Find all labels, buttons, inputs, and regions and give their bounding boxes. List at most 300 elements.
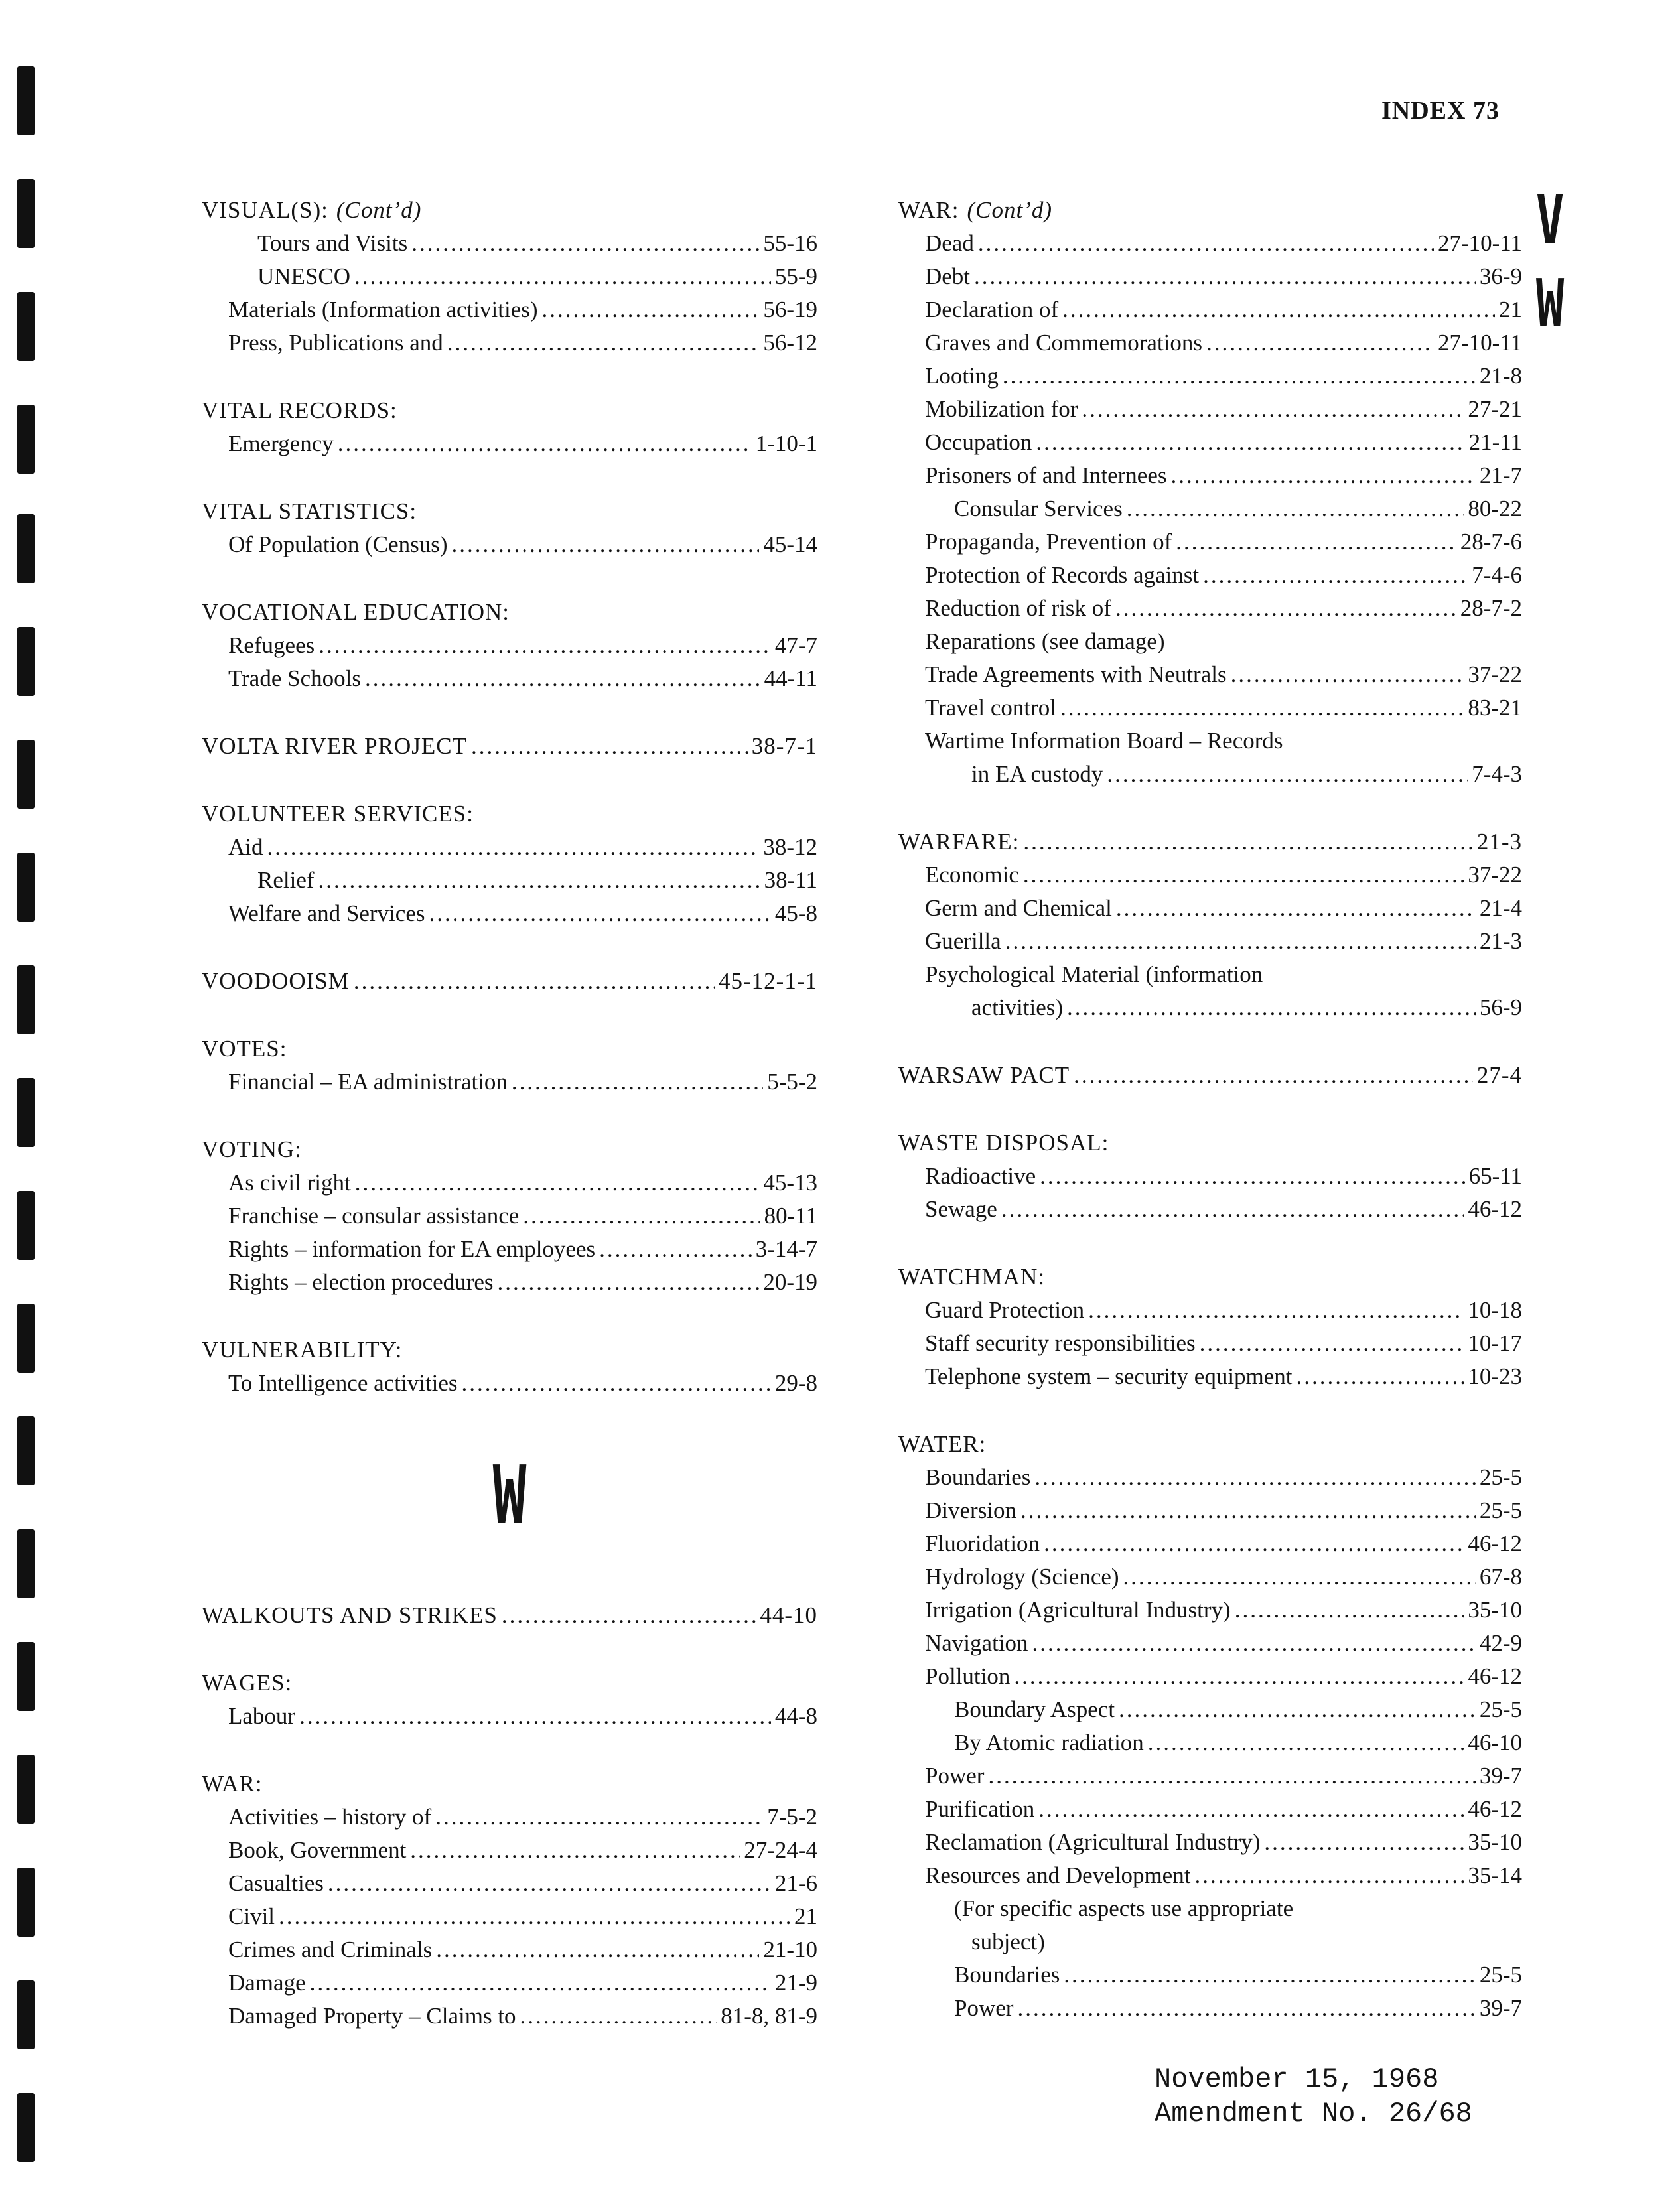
index-heading <box>202 1767 817 1801</box>
index-page-ref: 21-7 <box>1479 462 1522 488</box>
index-page-ref: 45-12-1-1 <box>719 968 817 994</box>
leader-dots <box>1001 1193 1464 1226</box>
index-entry-label: Consular Services <box>954 496 1123 521</box>
leader-dots <box>1123 1560 1476 1594</box>
index-page-ref: 80-22 <box>1468 496 1522 521</box>
index-column-right <box>898 194 1522 2059</box>
index-entry-label: Debt <box>925 263 971 289</box>
binder-mark <box>17 405 35 474</box>
index-entry <box>202 897 817 930</box>
index-entry <box>898 1560 1522 1594</box>
index-entry-label: Civil <box>228 1903 275 1929</box>
index-heading-label: WARSAW PACT <box>898 1062 1070 1088</box>
index-entry <box>202 629 817 662</box>
index-page-ref: 46-12 <box>1468 1663 1522 1689</box>
index-entry <box>898 1826 1522 1859</box>
index-section <box>202 495 817 561</box>
index-entry <box>898 1793 1522 1826</box>
index-entry <box>898 1527 1522 1560</box>
index-entry-label: By Atomic radiation <box>954 1730 1144 1755</box>
index-entry <box>898 1726 1522 1759</box>
index-section <box>202 1032 817 1099</box>
index-entry-label: Refugees <box>228 632 315 658</box>
index-heading <box>202 797 817 831</box>
index-entry-label: Damage <box>228 1970 306 1996</box>
index-page-ref: 20-19 <box>763 1269 817 1295</box>
index-heading <box>898 1261 1522 1294</box>
index-entry-label: Hydrology (Science) <box>925 1564 1119 1590</box>
index-page-ref: 25-5 <box>1479 1464 1522 1490</box>
binder-mark <box>17 965 35 1034</box>
leader-dots <box>461 1367 770 1400</box>
index-entry-label: Fluoridation <box>925 1531 1040 1556</box>
leader-dots <box>1115 592 1456 625</box>
leader-dots <box>520 2000 717 2033</box>
index-page-ref: 27-10-11 <box>1437 230 1522 256</box>
leader-dots <box>1231 658 1464 691</box>
index-entry <box>898 1627 1522 1660</box>
index-entry-label: Power <box>954 1995 1014 2021</box>
index-entry-label: Rights – information for EA employees <box>228 1236 596 1262</box>
leader-dots <box>1060 691 1464 724</box>
index-entry-label: Telephone system – security equipment <box>925 1363 1293 1389</box>
index-heading-label: WATER: <box>898 1431 987 1457</box>
index-page-ref: 47-7 <box>774 632 817 658</box>
index-page-ref: 21-8 <box>1479 363 1522 389</box>
binder-mark <box>17 514 35 583</box>
index-entry <box>202 1200 817 1233</box>
index-page-ref: 44-8 <box>774 1703 817 1729</box>
binder-mark <box>17 1529 35 1598</box>
binder-mark <box>17 2093 35 2162</box>
index-entry <box>898 658 1522 691</box>
leader-dots <box>1023 825 1472 858</box>
leader-dots <box>1203 559 1468 592</box>
index-heading <box>202 194 817 227</box>
index-heading-label: VITAL RECORDS: <box>202 397 397 423</box>
leader-dots <box>1064 1958 1475 1992</box>
index-page-ref: 44-11 <box>764 665 817 691</box>
leader-dots <box>355 1166 760 1200</box>
index-entry-label: Book, Government <box>228 1837 407 1863</box>
leader-dots <box>599 1233 752 1266</box>
index-page-ref: 25-5 <box>1479 1696 1522 1722</box>
index-section <box>202 596 817 695</box>
index-heading <box>202 730 817 763</box>
index-entry <box>898 293 1522 326</box>
index-page-ref: 21 <box>1499 297 1522 322</box>
index-entry-label: Materials (Information activities) <box>228 297 538 322</box>
index-heading-label: WALKOUTS AND STRIKES <box>202 1602 498 1628</box>
binder-mark <box>17 66 35 135</box>
index-entry <box>202 260 817 293</box>
index-heading <box>898 194 1522 227</box>
index-entry <box>202 1834 817 1867</box>
index-page-ref: 1-10-1 <box>755 431 817 456</box>
index-section <box>202 1599 817 1632</box>
index-page-ref: 10-17 <box>1468 1330 1522 1356</box>
index-w-continued-entries <box>898 194 1522 2025</box>
index-entry-label: Graves and Commemorations <box>925 330 1202 356</box>
index-entry <box>898 1461 1522 1494</box>
binder-mark <box>17 1191 35 1260</box>
index-section <box>898 1059 1522 1092</box>
index-page-ref: 55-16 <box>763 230 817 256</box>
index-entry <box>898 724 1522 758</box>
binder-mark <box>17 1868 35 1937</box>
index-entry <box>898 1958 1522 1992</box>
index-section <box>202 965 817 998</box>
index-section <box>202 797 817 930</box>
index-entry-label: Trade Schools <box>228 665 361 691</box>
leader-dots <box>1036 426 1464 459</box>
index-page-ref: 56-12 <box>763 330 817 356</box>
page-footer <box>1155 2062 1472 2131</box>
index-entry <box>898 991 1522 1024</box>
index-entry <box>898 227 1522 260</box>
index-entry <box>898 1193 1522 1226</box>
index-page-ref: 45-14 <box>763 531 817 557</box>
index-heading-label: WARFARE: <box>898 829 1020 855</box>
leader-dots <box>988 1759 1475 1793</box>
index-page-ref: 38-7-1 <box>751 733 817 759</box>
continued-marker: (Cont’d) <box>336 197 422 223</box>
leader-dots <box>1067 991 1476 1024</box>
leader-dots <box>1148 1726 1464 1759</box>
index-entry-label: Psychological Material (information <box>925 961 1263 987</box>
leader-dots <box>497 1266 759 1299</box>
index-entry <box>898 691 1522 724</box>
index-entry <box>898 1327 1522 1360</box>
index-v-entries <box>202 194 817 1400</box>
index-entry <box>202 293 817 326</box>
leader-dots <box>978 227 1434 260</box>
index-entry <box>202 864 817 897</box>
index-heading-label: WAGES: <box>202 1670 293 1696</box>
index-page-ref: 56-9 <box>1479 994 1522 1020</box>
index-entry <box>202 427 817 460</box>
leader-dots <box>1032 1627 1476 1660</box>
index-entry-label: Franchise – consular assistance <box>228 1203 520 1229</box>
index-page-ref: 21 <box>794 1903 817 1929</box>
index-entry-label: Staff security responsibilities <box>925 1330 1196 1356</box>
index-page-ref: 21-3 <box>1479 928 1522 954</box>
index-page-ref: 80-11 <box>764 1203 817 1229</box>
index-entry <box>898 958 1522 991</box>
index-heading-label: WATCHMAN: <box>898 1264 1045 1290</box>
index-heading-label: VOTING: <box>202 1136 302 1162</box>
binder-mark <box>17 1755 35 1824</box>
index-entry <box>202 1266 817 1299</box>
index-entry <box>202 2000 817 2033</box>
index-section <box>898 1127 1522 1226</box>
index-entry-label: Guard Protection <box>925 1297 1085 1323</box>
index-entry <box>898 625 1522 658</box>
index-entry-label: Sewage <box>925 1196 997 1222</box>
index-entry-label: As civil right <box>228 1170 351 1196</box>
leader-dots <box>974 260 1476 293</box>
index-page-ref: 35-14 <box>1468 1862 1522 1888</box>
leader-dots <box>1044 1527 1464 1560</box>
leader-dots <box>267 831 760 864</box>
index-entry-label: Germ and Chemical <box>925 895 1112 921</box>
index-entry <box>898 492 1522 525</box>
index-heading-label: VOODOOISM <box>202 968 350 994</box>
index-entry-label: Press, Publications and <box>228 330 443 356</box>
index-entry-label: Tours and Visits <box>257 230 408 256</box>
index-heading <box>202 394 817 427</box>
index-entry <box>898 459 1522 492</box>
index-section <box>898 1261 1522 1393</box>
leader-dots <box>1005 925 1476 958</box>
index-entry-label: Dead <box>925 230 974 256</box>
leader-dots <box>310 1966 771 2000</box>
index-page-ref: 46-12 <box>1468 1531 1522 1556</box>
index-entry <box>898 525 1522 559</box>
index-entry <box>898 1294 1522 1327</box>
index-heading <box>202 1133 817 1166</box>
leader-dots <box>512 1065 763 1099</box>
index-page-ref: 55-9 <box>774 263 817 289</box>
index-entry <box>202 1801 817 1834</box>
page-title: INDEX 73 <box>1381 97 1500 125</box>
index-heading <box>202 1599 817 1632</box>
leader-dots <box>1082 393 1464 426</box>
index-entry-label: Welfare and Services <box>228 900 425 926</box>
index-heading <box>202 1667 817 1700</box>
index-entry-label: Casualties <box>228 1870 324 1896</box>
index-heading <box>202 495 817 528</box>
index-entry <box>202 227 817 260</box>
index-entry <box>202 1166 817 1200</box>
index-page-ref: 46-12 <box>1468 1196 1522 1222</box>
index-page-ref: 25-5 <box>1479 1962 1522 1988</box>
index-heading <box>202 1032 817 1065</box>
index-page-ref: 65-11 <box>1468 1163 1522 1189</box>
index-heading-label: VOTES: <box>202 1036 287 1062</box>
binder-mark <box>17 179 35 248</box>
index-entry <box>202 326 817 360</box>
index-entry-label: Damaged Property – Claims to <box>228 2003 516 2029</box>
leader-dots <box>354 260 771 293</box>
index-entry-label: Resources and Development <box>925 1862 1191 1888</box>
index-entry-label: Boundary Aspect <box>954 1696 1115 1722</box>
leader-dots <box>318 629 771 662</box>
index-entry <box>898 393 1522 426</box>
index-entry <box>898 1992 1522 2025</box>
thumb-tab-w: W <box>1536 265 1565 342</box>
index-entry <box>898 1494 1522 1527</box>
binder-mark <box>17 1078 35 1147</box>
index-page-ref: 56-19 <box>763 297 817 322</box>
index-entry <box>202 1065 817 1099</box>
index-entry-label: Guerilla <box>925 928 1001 954</box>
index-entry-label: UNESCO <box>257 263 351 289</box>
index-page-ref: 7-4-6 <box>1472 562 1522 588</box>
index-page-ref: 21-11 <box>1468 429 1522 455</box>
index-page-ref: 28-7-2 <box>1460 595 1522 621</box>
continued-marker: (Cont’d) <box>967 197 1053 223</box>
index-entry-label: Navigation <box>925 1630 1028 1656</box>
leader-dots <box>1206 326 1434 360</box>
index-entry <box>202 1233 817 1266</box>
index-entry <box>202 528 817 561</box>
leader-dots <box>365 662 760 695</box>
index-section <box>202 194 817 360</box>
index-entry <box>202 1900 817 1933</box>
binder-mark <box>17 853 35 922</box>
index-entry <box>898 1160 1522 1193</box>
leader-dots <box>542 293 760 326</box>
index-entry <box>898 1892 1522 1925</box>
index-page-ref: 37-22 <box>1468 862 1522 888</box>
index-entry <box>202 1867 817 1900</box>
index-section <box>202 1767 817 2033</box>
index-page-ref: 21-4 <box>1479 895 1522 921</box>
leader-dots <box>410 1834 740 1867</box>
index-page-ref: 21-9 <box>774 1970 817 1996</box>
index-heading <box>202 596 817 629</box>
index-column-left <box>202 194 817 2067</box>
footer-date: November 15, 1968 <box>1155 2063 1439 2095</box>
index-page-ref: 81-8, 81-9 <box>721 2003 817 2029</box>
leader-dots <box>436 1933 759 1966</box>
index-entry-label: Trade Agreements with Neutrals <box>925 661 1227 687</box>
index-page-ref: 37-22 <box>1468 661 1522 687</box>
index-entry-label: Reclamation (Agricultural Industry) <box>925 1829 1261 1855</box>
index-section <box>202 1667 817 1733</box>
index-entry-label: Reparations (see damage) <box>925 628 1165 654</box>
binder-mark <box>17 1416 35 1485</box>
index-entry-label: Emergency <box>228 431 334 456</box>
index-entry-label: Looting <box>925 363 999 389</box>
index-entry <box>202 1966 817 2000</box>
index-entry-label: Prisoners of and Internees <box>925 462 1167 488</box>
index-section <box>898 1428 1522 2025</box>
leader-dots <box>411 227 759 260</box>
leader-dots <box>299 1700 771 1733</box>
index-entry-label: Wartime Information Board – Records <box>925 728 1283 754</box>
binder-mark <box>17 1980 35 2049</box>
index-entry-label: Protection of Records against <box>925 562 1200 588</box>
index-section <box>898 825 1522 1024</box>
index-entry <box>898 1693 1522 1726</box>
index-entry <box>898 892 1522 925</box>
index-entry <box>898 858 1522 892</box>
index-heading-label: VITAL STATISTICS: <box>202 498 417 524</box>
binder-mark <box>17 627 35 696</box>
footer-amendment: Amendment No. 26/68 <box>1155 2098 1472 2130</box>
index-entry-label: Diversion <box>925 1497 1017 1523</box>
leader-dots <box>1020 1494 1476 1527</box>
index-entry <box>898 925 1522 958</box>
leader-dots <box>1127 492 1464 525</box>
index-page-ref: 46-12 <box>1468 1796 1522 1822</box>
index-entry-label: Irrigation (Agricultural Industry) <box>925 1597 1231 1623</box>
index-entry <box>202 1700 817 1733</box>
leader-dots <box>429 897 770 930</box>
leader-dots <box>1264 1826 1464 1859</box>
index-heading-label: WAR: <box>202 1771 263 1797</box>
index-page-ref: 21-10 <box>763 1937 817 1962</box>
index-page-ref: 35-10 <box>1468 1597 1522 1623</box>
index-entry <box>898 260 1522 293</box>
leader-dots <box>1176 525 1456 559</box>
leader-dots <box>471 730 748 763</box>
thumb-tab-v: V <box>1536 181 1565 259</box>
index-section <box>202 1334 817 1400</box>
leader-dots <box>435 1801 763 1834</box>
index-page-ref: 27-4 <box>1476 1062 1522 1088</box>
leader-dots <box>1014 1660 1464 1693</box>
index-entry-label: Boundaries <box>925 1464 1031 1490</box>
index-entry-label: Pollution <box>925 1663 1011 1689</box>
leader-dots <box>354 965 715 998</box>
index-page-ref: 39-7 <box>1479 1763 1522 1789</box>
leader-dots <box>447 326 760 360</box>
index-section <box>898 194 1522 791</box>
index-entry <box>898 758 1522 791</box>
index-entry <box>202 1367 817 1400</box>
index-w-entries <box>202 1599 817 2033</box>
index-entry-label: (For specific aspects use appropriate <box>954 1895 1294 1921</box>
index-entry-label: Reduction of risk of <box>925 595 1111 621</box>
leader-dots <box>1200 1327 1464 1360</box>
leader-dots <box>1119 1693 1476 1726</box>
index-heading <box>898 1428 1522 1461</box>
leader-dots <box>452 528 760 561</box>
index-page-ref: 35-10 <box>1468 1829 1522 1855</box>
index-entry-label: Radioactive <box>925 1163 1036 1189</box>
index-entry <box>202 1933 817 1966</box>
index-entry-label: activities) <box>971 994 1064 1020</box>
index-entry <box>898 1660 1522 1693</box>
index-entry-label: Rights – election procedures <box>228 1269 494 1295</box>
binder-mark <box>17 740 35 809</box>
index-page-ref: 27-24-4 <box>744 1837 817 1863</box>
index-page-ref: 45-8 <box>774 900 817 926</box>
leader-dots <box>1074 1059 1473 1092</box>
leader-dots <box>318 864 760 897</box>
index-page-ref: 38-11 <box>764 867 817 893</box>
leader-dots <box>1062 293 1495 326</box>
index-entry <box>898 426 1522 459</box>
leader-dots <box>1194 1859 1464 1892</box>
leader-dots <box>1107 758 1468 791</box>
index-entry-label: Boundaries <box>954 1962 1060 1988</box>
index-page-ref: 3-14-7 <box>755 1236 817 1262</box>
index-entry <box>898 559 1522 592</box>
index-entry-label: Occupation <box>925 429 1032 455</box>
index-entry <box>898 1594 1522 1627</box>
index-entry-label: Aid <box>228 834 263 860</box>
index-entry <box>898 360 1522 393</box>
index-entry-label: Mobilization for <box>925 396 1078 422</box>
index-entry <box>898 1859 1522 1892</box>
index-section <box>202 394 817 460</box>
index-page-ref: 10-18 <box>1468 1297 1522 1323</box>
index-page-ref: 7-4-3 <box>1472 761 1522 787</box>
index-entry <box>898 1759 1522 1793</box>
index-page-ref: 27-21 <box>1468 396 1522 422</box>
index-entry-label: Crimes and Criminals <box>228 1937 433 1962</box>
leader-dots <box>1170 459 1475 492</box>
index-heading <box>898 1059 1522 1092</box>
leader-dots <box>1040 1160 1464 1193</box>
index-page-ref: 36-9 <box>1479 263 1522 289</box>
index-entry-label: subject) <box>971 1929 1045 1954</box>
leader-dots <box>523 1200 760 1233</box>
